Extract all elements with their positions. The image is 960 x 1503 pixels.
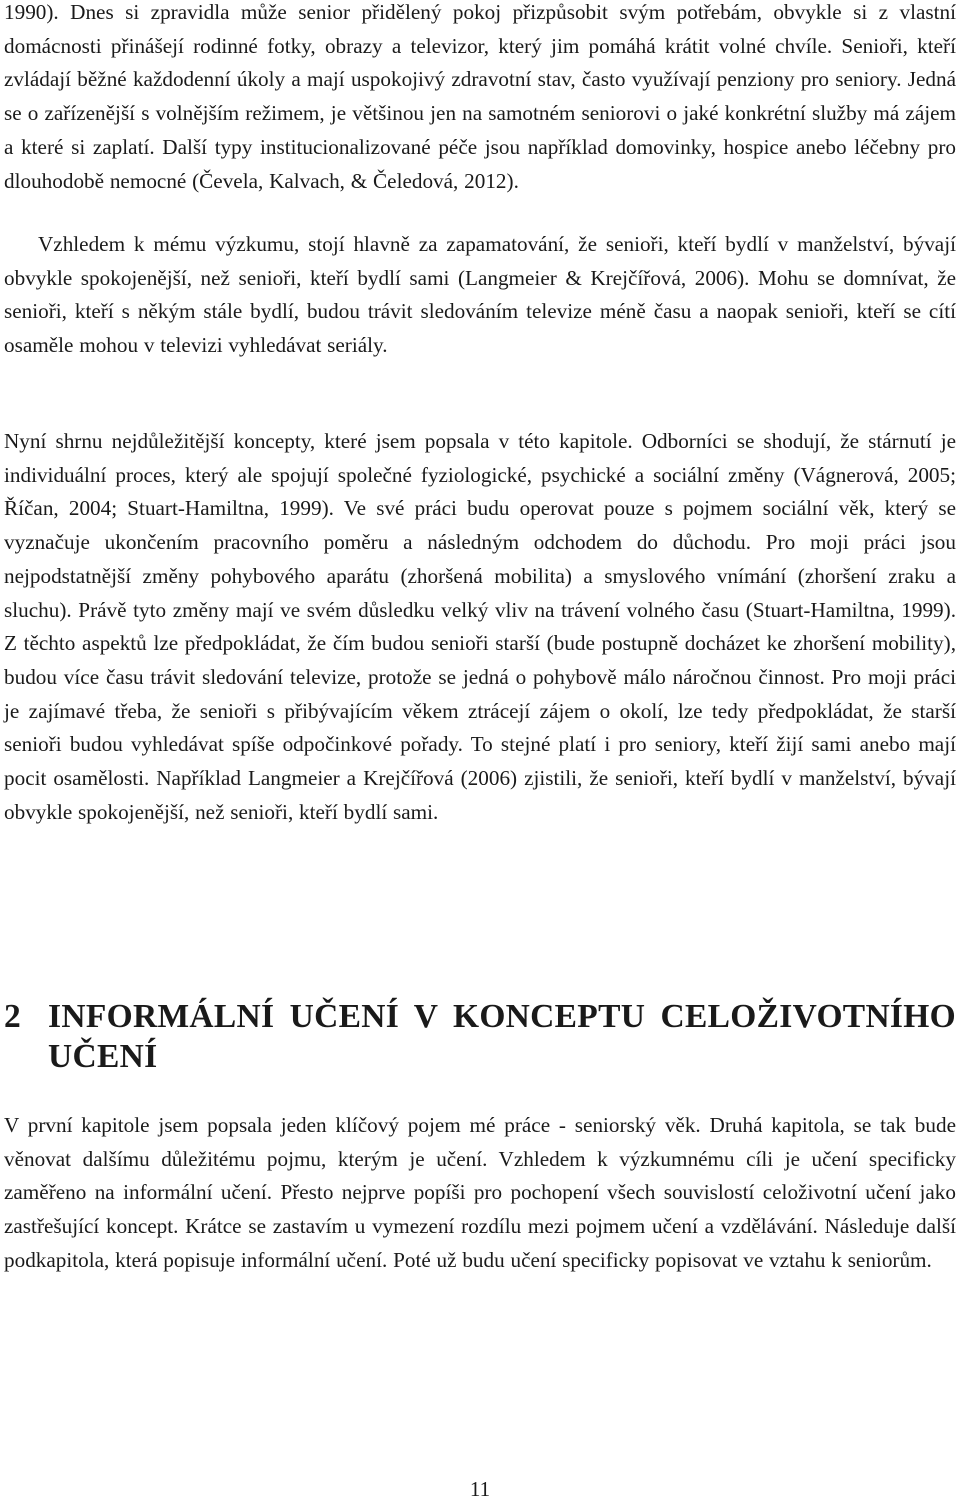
chapter-heading [4,997,956,1077]
paragraph-chapter-summary: Nyní shrnu nejdůležitější koncepty, které jsem popsala v této kapitole. Odborníci se shodují, že stárnutí je individuální proces, který ale spojují společné fyziologické, psychické a sociální změny (Vágnerová, 2005; Říčan, 2004; Stuart-Hamiltna, 1999). Ve své práci budu operovat pouze s pojmem sociální věk, který se vyznačuje ukončením pracovního poměru a následným odchodem do důchodu. Pro moji práci jsou nejpodstatnější změny pohybového aparátu (zhoršená mobilita) a smyslového vnímání (zhoršení zraku a sluchu). Právě tyto změny mají ve svém důsledku velký vliv na trávení volného času (Stuart-Hamiltna, 1999). Z těchto aspektů lze předpokládat, že čím budou senioři starší (bude postupně docházet ke zhoršení mobility), budou více času trávit sledování televize, protože se jedná o pohybově málo náročnou činnost. Pro moji práci je zajímavé třeba, že senioři s přibývajícím věkem ztrácejí zájem o okolí, lze tedy předpokládat, že starší senioři budou vyhledávat spíše odpočinkové pořady. To stejné platí i pro seniory, kteří žijí sami anebo mají pocit osamělosti. Například Langmeier a Krejčířová (2006) zjistili, že senioři, kteří bydlí v manželství, bývají obvykle spokojenější, než senioři, kteří bydlí sami. [4,429,956,824]
paragraph-research-note: Vzhledem k mému výzkumu, stojí hlavně za zapamatování, že senioři, kteří bydlí v manželství, bývají obvykle spokojenější, než senioři, kteří bydlí sami (Langmeier & Krejčířová, 2006). Mohu se domnívat, že senioři, kteří s někým stále bydlí, budou trávit sledováním televize méně času a naopak senioři, kteří se cítí osaměle mohou v televizi vyhledávat seriály. [4,232,956,358]
paragraph-institutional-care: 1990). Dnes si zpravidla může senior přidělený pokoj přizpůsobit svým potřebám, obvykle si z vlastní domácnosti přinášejí rodinné fotky, obrazy a televizor, který jim pomáhá krátit volné chvíle. Senioři, kteří zvládají běžné každodenní úkoly a mají uspokojivý zdravotní stav, často využívají penziony pro seniory. Jedná se o zařízenější s volnějším režimem, je většinou jen na samotném seniorovi o jaké konkrétní služby má zájem a které si zaplatí. Další typy institucionalizované péče jsou například domovinky, hospice anebo léčebny pro dlouhodobě nemocné (Čevela, Kalvach, & Čeledová, 2012). [4,0,956,193]
chapter-number: 2 [4,998,22,1035]
paragraph-chapter-intro: V první kapitole jsem popsala jeden klíčový pojem mé práce - seniorský věk. Druhá kapitola, se tak bude věnovat dalšímu důležitému pojmu, kterým je učení. Vzhledem k výzkumnému cíli je učení specificky zaměřeno na informální učení. Přesto nejprve popíši pro pochopení všech souvislostí celoživotní učení jako zastřešující koncept. Krátce se zastavím u vymezení rozdílu mezi pojmem učení a vzdělávání. Následuje další podkapitola, která popisuje informální učení. Poté už budu učení specificky popisovat ve vztahu k seniorům. [4,1113,956,1272]
page-number: 11 [469,1477,491,1501]
chapter-title: INFORMÁLNÍ UČENÍ V KONCEPTU CELOŽIVOTNÍHO UČENÍ [48,998,956,1075]
